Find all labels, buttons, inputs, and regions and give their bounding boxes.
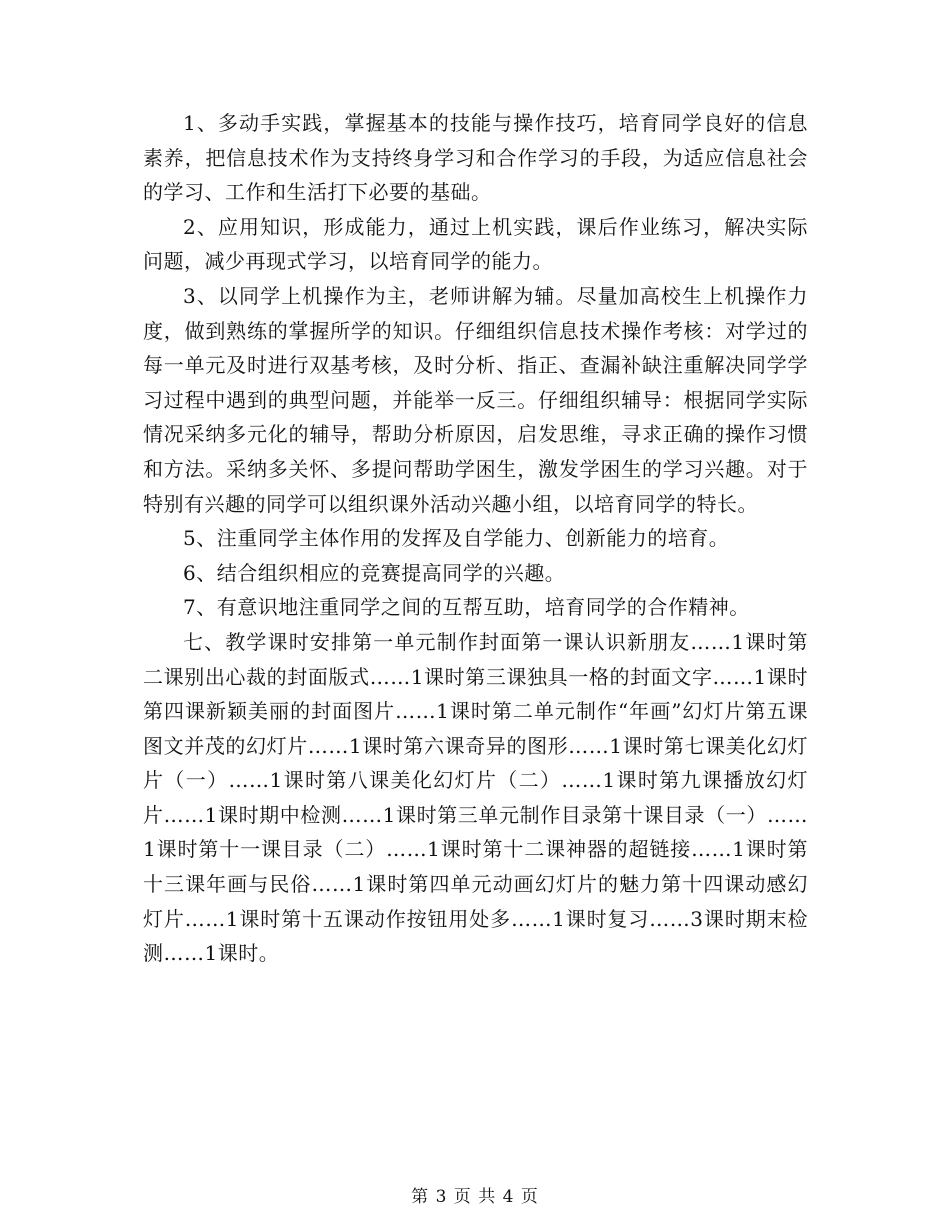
paragraph-5: 5、注重同学主体作用的发挥及自学能力、创新能力的培育。 bbox=[183, 526, 730, 551]
paragraph-6: 6、结合组织相应的竞赛提高同学的兴趣。 bbox=[183, 560, 566, 585]
paragraph-2: 2、应用知识，形成能力，通过上机实践，课后作业练习，解决实际问题，减少再现式学习，以培育同学的能力。 bbox=[143, 214, 808, 274]
paragraph-7: 7、有意识地注重同学之间的互帮互助，培育同学的合作精神。 bbox=[183, 595, 750, 620]
page-number-footer: 第 3 页 共 4 页 bbox=[411, 1187, 539, 1207]
document-body bbox=[143, 106, 808, 971]
paragraph-schedule: 七、教学课时安排第一单元制作封面第一课认识新朋友……1课时第二课别出心裁的封面版式……1课时第三课独具一格的封面文字……1课时第四课新颖美丽的封面图片……1课时第二单元制作“年画”幻灯片第五课图文并茂的幻灯片……1课时第六课奇异的图形……1课时第七课美化幻灯片（一）……1课时第八课美化幻灯片（二）……1课时第九课播放幻灯片……1课时期中检测……1课时第三单元制作目录第十课目录（一）……1课时第十一课目录（二）……1课时第十二课神器的超链接……1课时第十三课年画与民俗……1课时第四单元动画幻灯片的魅力第十四课动感幻灯片……1课时第十五课动作按钮用处多……1课时复习……3课时期末检测……1课时。 bbox=[143, 629, 808, 966]
paragraph-3: 3、以同学上机操作为主，老师讲解为辅。尽量加高校生上机操作力度，做到熟练的掌握所学的知识。仔细组织信息技术操作考核：对学过的每一单元及时进行双基考核，及时分析、指正、查漏补缺注重解决同学学习过程中遇到的典型问题，并能举一反三。仔细组织辅导：根据同学实际情况采纳多元化的辅导，帮助分析原因，启发思维，寻求正确的操作习惯和方法。采纳多关怀、多提问帮助学困生，激发学困生的学习兴趣。对于特别有兴趣的同学可以组织课外活动兴趣小组，以培育同学的特长。 bbox=[143, 283, 808, 516]
paragraph-1: 1、多动手实践，掌握基本的技能与操作技巧，培育同学良好的信息素养，把信息技术作为支持终身学习和合作学习的手段，为适应信息社会的学习、工作和生活打下必要的基础。 bbox=[143, 111, 808, 205]
